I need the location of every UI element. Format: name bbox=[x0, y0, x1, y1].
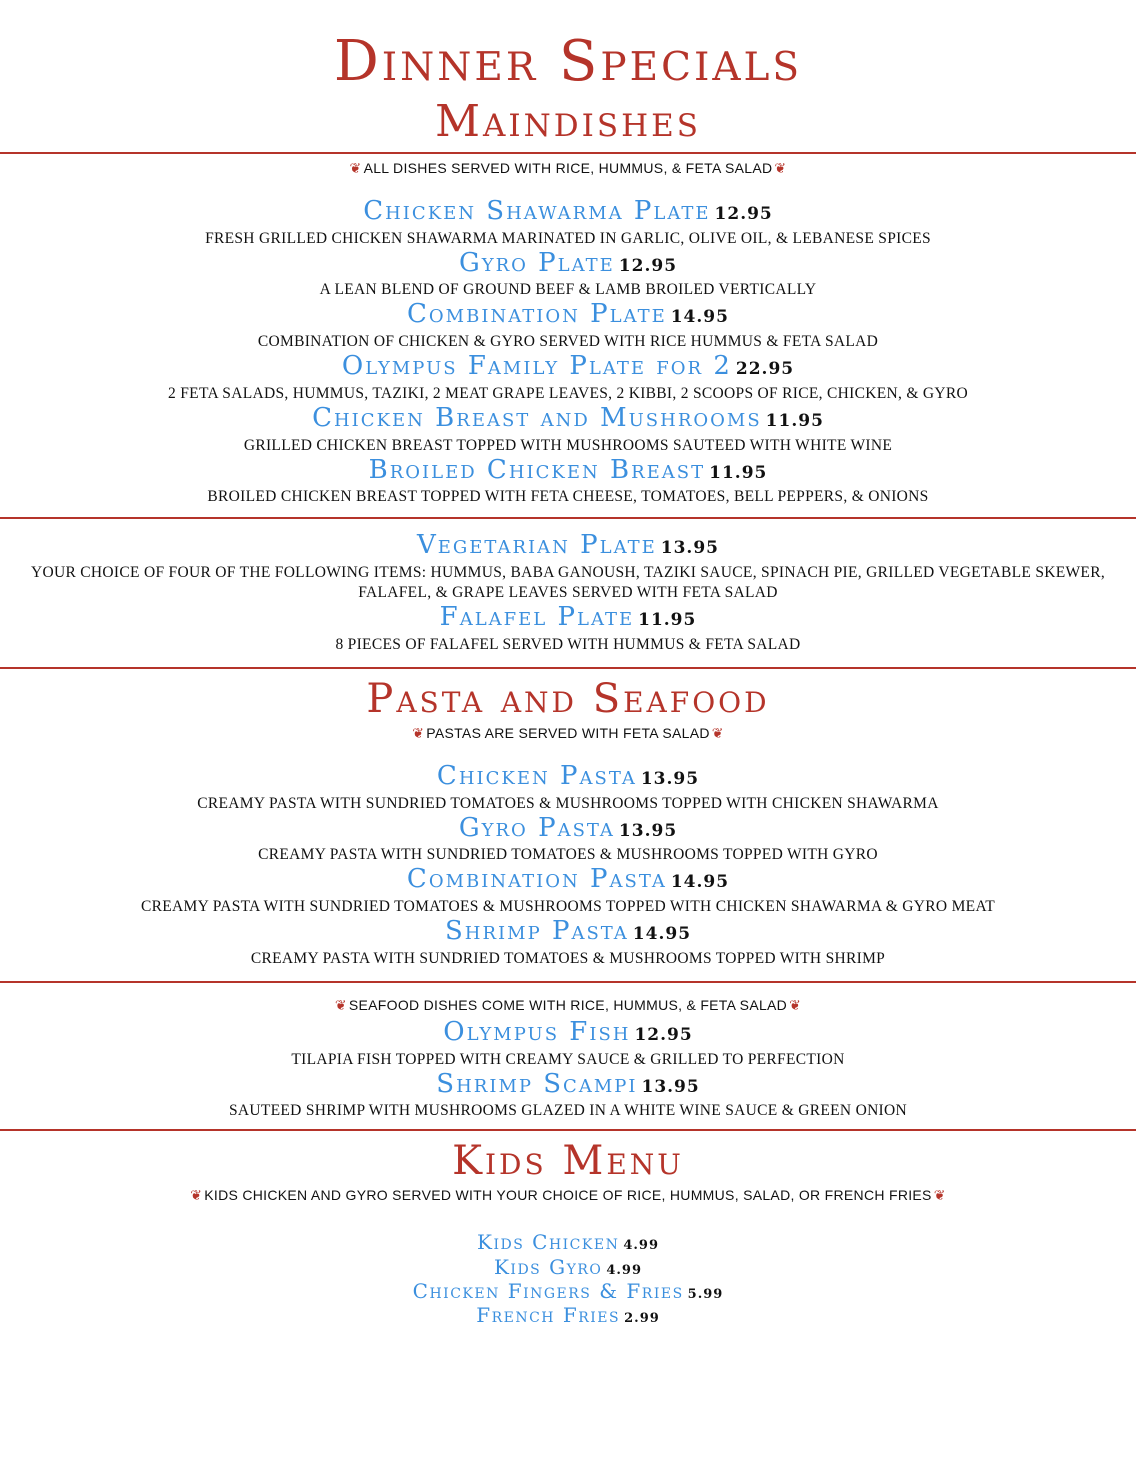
item-name: Olympus Fish bbox=[443, 1016, 631, 1047]
menu-item bbox=[0, 197, 1136, 249]
item-price: 13.95 bbox=[660, 538, 719, 559]
item-name: Chicken Breast and Mushrooms bbox=[312, 402, 762, 433]
item-description: A LEAN BLEND OF GROUND BEEF & LAMB BROILED VERTICALLY bbox=[319, 281, 817, 299]
item-name: Chicken Pasta bbox=[436, 761, 637, 792]
lotus-icon: ❦ bbox=[789, 996, 802, 1013]
lotus-icon: ❦ bbox=[190, 1187, 203, 1204]
page-title: Dinner Specials bbox=[333, 29, 803, 94]
menu-item bbox=[0, 352, 1136, 404]
item-name: Chicken Shawarma Plate bbox=[363, 196, 711, 226]
item-name: French Fries bbox=[476, 1302, 621, 1327]
item-name: Gyro Plate bbox=[458, 247, 615, 278]
item-name: Vegetarian Plate bbox=[417, 530, 657, 561]
item-description: CREAMY PASTA WITH SUNDRIED TOMATOES & MUSHROOMS TOPPED WITH CHICKEN SHAWARMA bbox=[197, 794, 939, 812]
item-price: 13.95 bbox=[641, 1076, 700, 1097]
lotus-icon: ❦ bbox=[349, 160, 362, 176]
item-name: Gyro Pasta bbox=[458, 812, 615, 843]
item-price: 14.95 bbox=[632, 924, 692, 945]
section-title-kids: Kids Menu bbox=[452, 1138, 684, 1185]
item-price: 2.99 bbox=[624, 1310, 660, 1326]
item-name: Kids Gyro bbox=[493, 1254, 603, 1279]
item-name: Chicken Fingers & Fries bbox=[412, 1278, 684, 1303]
item-description: BROILED CHICKEN BREAST TOPPED WITH FETA CHEESE, TOMATOES, BELL PEPPERS, & ONIONS bbox=[207, 488, 929, 506]
menu-item bbox=[0, 814, 1136, 866]
menu-item bbox=[0, 1303, 1136, 1327]
item-price: 13.95 bbox=[640, 769, 700, 790]
item-price: 12.95 bbox=[714, 204, 773, 224]
menu-item bbox=[0, 1018, 1136, 1070]
menu-item bbox=[0, 1230, 1136, 1254]
lotus-icon: ❦ bbox=[933, 1187, 946, 1204]
item-name: Kids Chicken bbox=[477, 1230, 620, 1255]
menu-item bbox=[0, 603, 1136, 655]
item-name: Broiled Chicken Breast bbox=[368, 454, 706, 485]
item-description: CREAMY PASTA WITH SUNDRIED TOMATOES & MUSHROOMS TOPPED WITH SHRIMP bbox=[250, 949, 886, 967]
item-price: 11.95 bbox=[709, 462, 768, 483]
vegetarian-list bbox=[0, 531, 1136, 655]
item-description: YOUR CHOICE OF FOUR OF THE FOLLOWING ITEMS: HUMMUS, BABA GANOUSH, TAZIKI SAUCE, SPINACH PIE, GRILLED VEGETABLE SKEWER, FALAFEL, & GRAPE LEAVES SERVED WITH FETA SALAD bbox=[30, 564, 1106, 602]
menu-item bbox=[0, 249, 1136, 301]
seafood-list bbox=[0, 1018, 1136, 1121]
item-name: Olympus Family Plate for 2 bbox=[341, 351, 732, 382]
divider bbox=[0, 517, 1136, 519]
divider bbox=[0, 1129, 1136, 1131]
section-title-maindishes: Maindishes bbox=[434, 96, 702, 147]
menu-item bbox=[0, 762, 1136, 814]
menu-item bbox=[0, 917, 1136, 969]
section-title-pasta: Pasta and Seafood bbox=[366, 676, 770, 723]
item-description: SAUTEED SHRIMP WITH MUSHROOMS GLAZED IN A WHITE WINE SAUCE & GREEN ONION bbox=[228, 1102, 908, 1120]
menu-item bbox=[0, 1070, 1136, 1122]
item-description: COMBINATION OF CHICKEN & GYRO SERVED WITH RICE HUMMUS & FETA SALAD bbox=[257, 333, 879, 351]
lotus-icon: ❦ bbox=[711, 725, 724, 742]
item-description: 8 PIECES OF FALAFEL SERVED WITH HUMMUS & FETA SALAD bbox=[335, 635, 801, 653]
section-note: ❦ KIDS CHICKEN AND GYRO SERVED WITH YOUR CHOICE OF RICE, HUMMUS, SALAD, OR FRENCH FRIES ❦ bbox=[190, 1187, 946, 1204]
item-price: 12.95 bbox=[618, 255, 678, 276]
item-description: CREAMY PASTA WITH SUNDRIED TOMATOES & MUSHROOMS TOPPED WITH CHICKEN SHAWARMA & GYRO MEAT bbox=[141, 898, 995, 916]
item-price: 4.99 bbox=[623, 1238, 659, 1254]
item-price: 11.95 bbox=[638, 610, 697, 631]
divider bbox=[0, 152, 1136, 154]
section-note: ❦ SEAFOOD DISHES COME WITH RICE, HUMMUS, & FETA SALAD ❦ bbox=[334, 996, 802, 1013]
lotus-icon: ❦ bbox=[412, 725, 425, 742]
lotus-icon: ❦ bbox=[334, 996, 347, 1013]
menu-item bbox=[0, 865, 1136, 917]
menu-item bbox=[0, 531, 1136, 603]
divider bbox=[0, 981, 1136, 983]
item-price: 14.95 bbox=[670, 307, 729, 328]
menu-item bbox=[0, 1255, 1136, 1279]
item-price: 4.99 bbox=[606, 1262, 643, 1278]
item-price: 22.95 bbox=[735, 359, 795, 380]
item-description: TILAPIA FISH TOPPED WITH CREAMY SAUCE & GRILLED TO PERFECTION bbox=[291, 1050, 845, 1068]
item-price: 11.95 bbox=[765, 410, 824, 431]
item-name: Shrimp Scampi bbox=[436, 1068, 638, 1099]
menu-item bbox=[0, 456, 1136, 508]
item-description: GRILLED CHICKEN BREAST TOPPED WITH MUSHROOMS SAUTEED WITH WHITE WINE bbox=[243, 436, 893, 454]
item-price: 13.95 bbox=[618, 820, 678, 841]
divider bbox=[0, 667, 1136, 669]
item-name: Shrimp Pasta bbox=[444, 916, 629, 947]
menu-item bbox=[0, 404, 1136, 456]
main-dishes-list bbox=[0, 197, 1136, 507]
item-description: 2 FETA SALADS, HUMMUS, TAZIKI, 2 MEAT GRAPE LEAVES, 2 KIBBI, 2 SCOOPS OF RICE, CHICKEN, & GYRO bbox=[168, 384, 968, 402]
item-price: 12.95 bbox=[634, 1024, 693, 1045]
section-note: ❦ PASTAS ARE SERVED WITH FETA SALAD ❦ bbox=[412, 725, 724, 742]
lotus-icon: ❦ bbox=[774, 160, 787, 176]
section-note: ❦ ALL DISHES SERVED WITH RICE, HUMMUS, & FETA SALAD ❦ bbox=[349, 160, 787, 176]
pasta-list bbox=[0, 762, 1136, 969]
menu-item bbox=[0, 300, 1136, 352]
kids-list bbox=[0, 1230, 1136, 1327]
item-price: 5.99 bbox=[687, 1286, 724, 1302]
item-description: CREAMY PASTA WITH SUNDRIED TOMATOES & MUSHROOMS TOPPED WITH GYRO bbox=[258, 846, 878, 864]
item-price: 14.95 bbox=[670, 872, 730, 893]
item-name: Falafel Plate bbox=[439, 602, 635, 633]
item-description: FRESH GRILLED CHICKEN SHAWARMA MARINATED IN GARLIC, OLIVE OIL, & LEBANESE SPICES bbox=[205, 229, 931, 247]
menu-item bbox=[0, 1279, 1136, 1303]
item-name: Combination Pasta bbox=[406, 864, 667, 895]
item-name: Combination Plate bbox=[407, 299, 667, 330]
